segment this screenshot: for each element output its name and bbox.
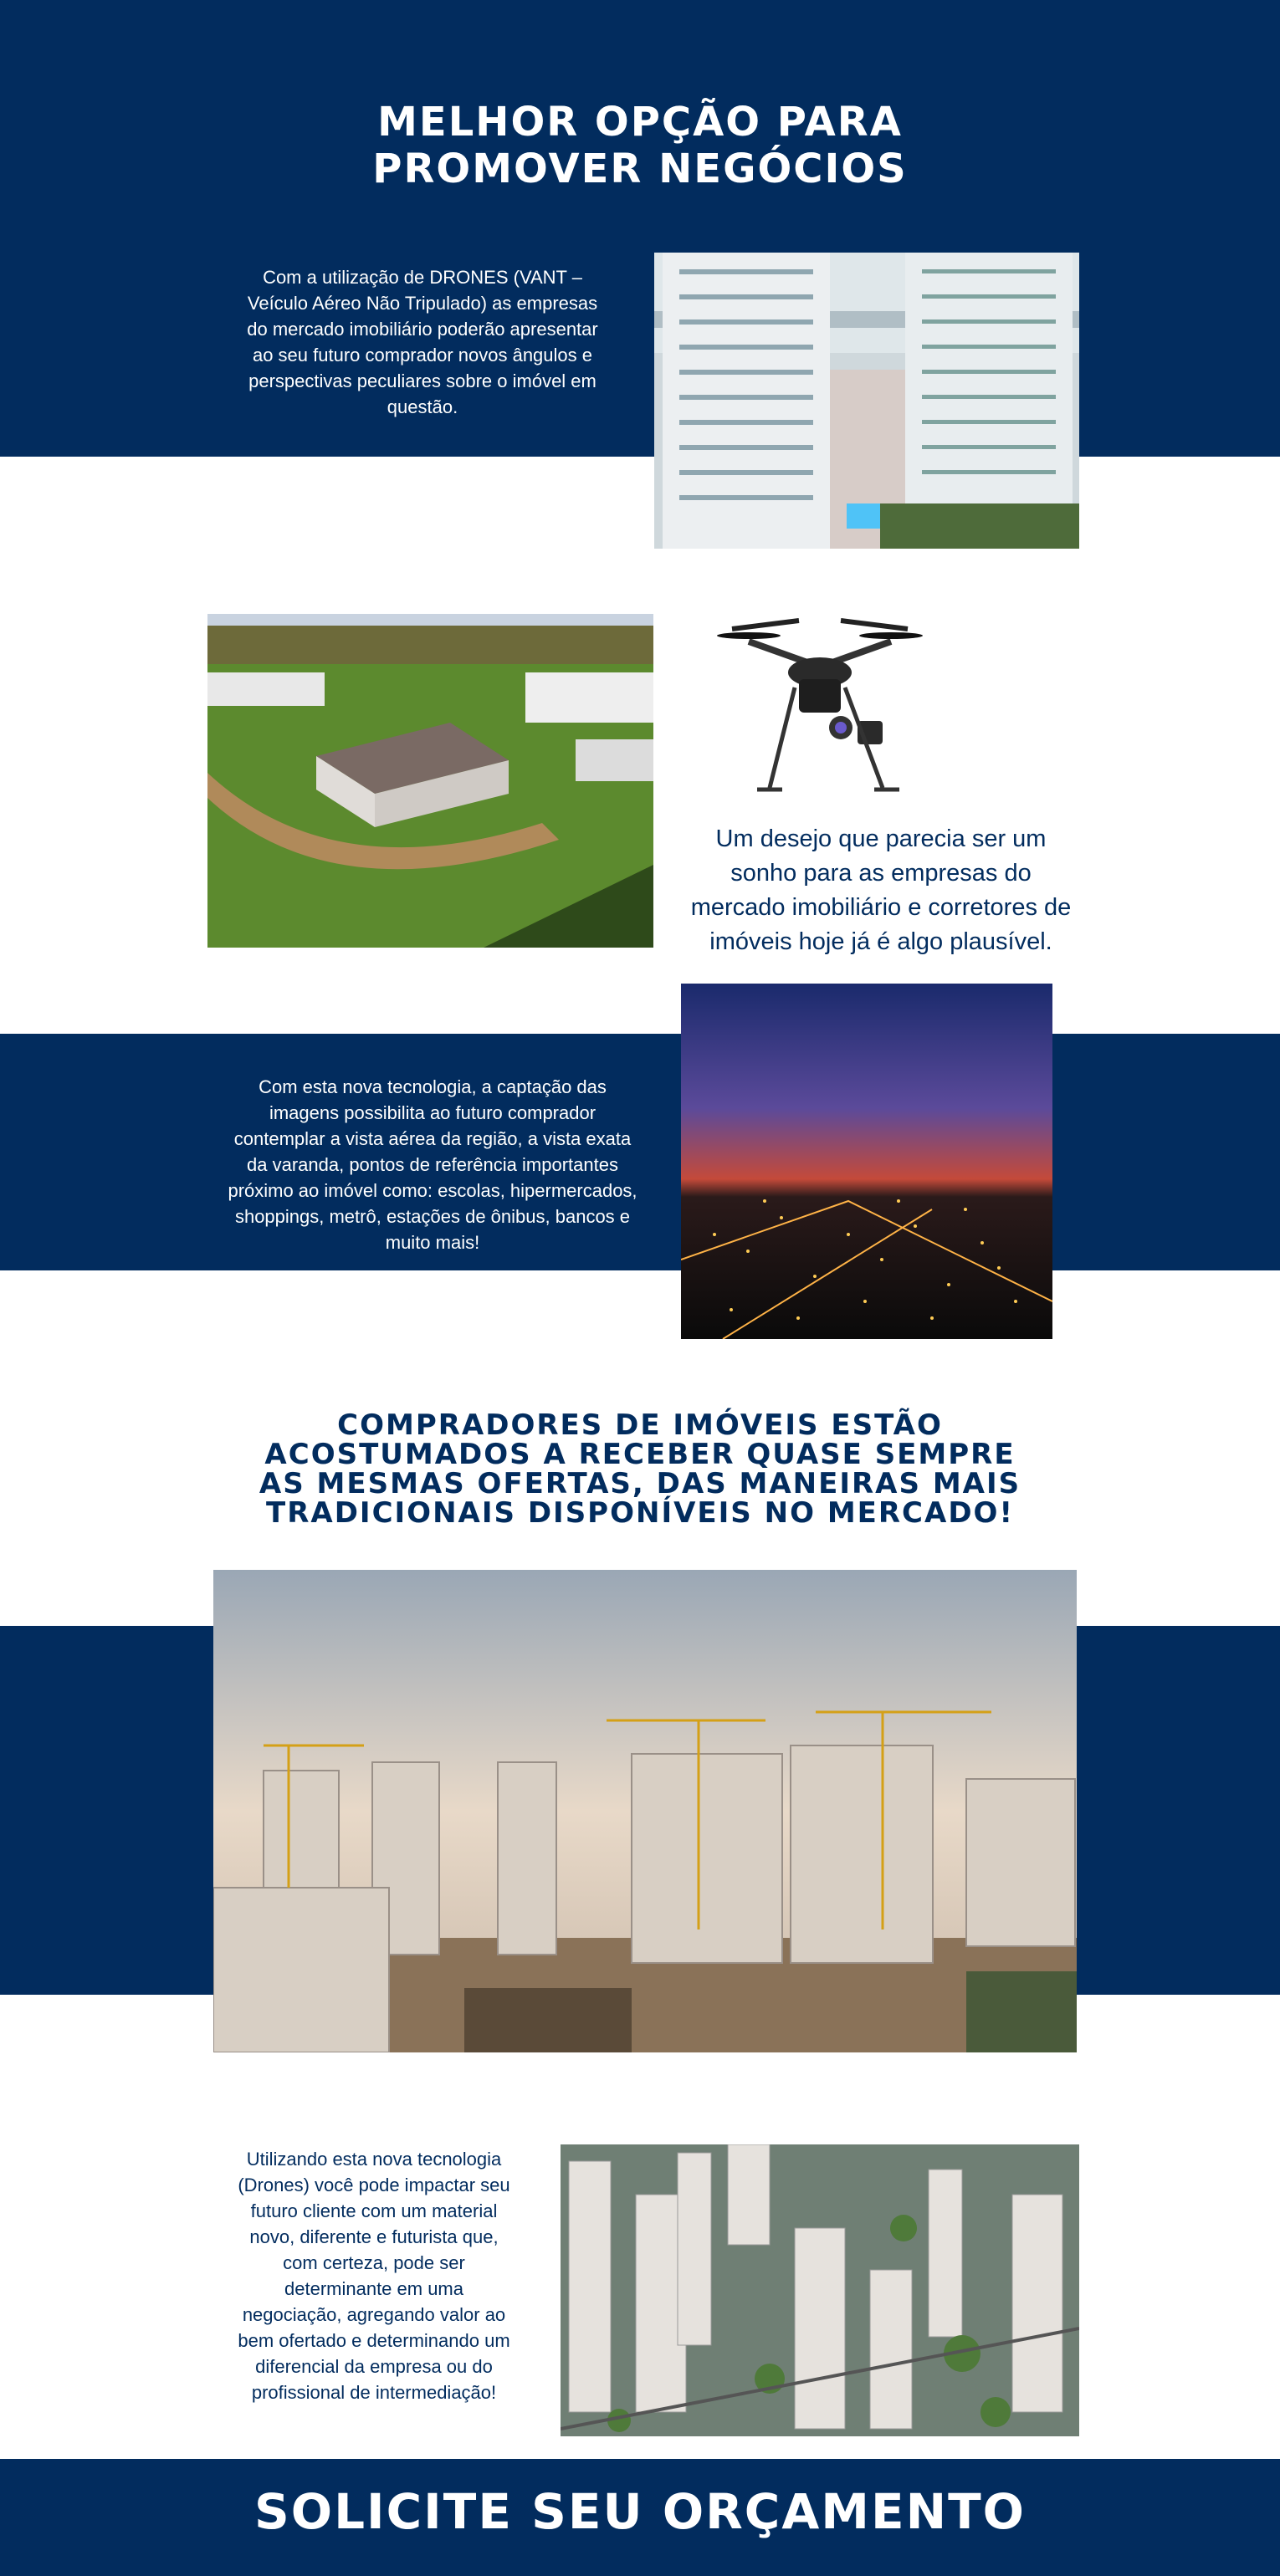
- night-city-photo: [681, 984, 1052, 1339]
- house-aerial-photo: [207, 614, 653, 948]
- request-quote-button[interactable]: SOLICITE SEU ORÇAMENTO: [254, 2483, 1026, 2540]
- buyers-heading: COMPRADORES DE IMÓVEIS ESTÃO ACOSTUMADOS A RECEBER QUASE SEMPRE AS MESMAS OFERTAS, DAS MANEIRAS MAIS TRADICIONAIS DISPONÍVEIS NO MERCADO!: [259, 1408, 1021, 1530]
- construction-photo: [213, 1570, 1077, 2052]
- dream-paragraph: Um desejo que parecia ser um sonho para as empresas do mercado imobiliário e corretores de imóveis hoje já é algo plausível.: [690, 825, 1072, 955]
- hero-title: MELHOR OPÇÃO PARA PROMOVER NEGÓCIOS: [372, 99, 908, 192]
- hero-paragraph: Com a utilização de DRONES (VANT – Veículo Aéreo Não Tripulado) as empresas do mercado imobiliário poderão apresentar ao seu futuro comprador novos ângulos e perspectivas peculiares sobre o imóvel em questão.: [247, 267, 598, 417]
- hero-band: [0, 0, 1280, 457]
- impact-paragraph: Utilizando esta nova tecnologia (Drones) você pode impactar seu futuro cliente com um material novo, diferente e futurista que, com certeza, pode ser determinante em uma negociação, agregando valor ao bem ofertado e determinando um diferencial da empresa ou do profissional de intermediação!: [238, 2149, 510, 2403]
- skyscrapers-aerial-photo: [561, 2144, 1079, 2436]
- technology-paragraph: Com esta nova tecnologia, a captação das imagens possibilita ao futuro comprador contemplar a vista aérea da região, a vista exata da varanda, pontos de referência importantes próximo ao imóvel como: escolas, hipermercados, shoppings, metrô, estações de ônibus, bancos e muito mais!: [228, 1076, 637, 1253]
- drone-photo: [715, 595, 924, 801]
- towers-photo: [654, 253, 1079, 549]
